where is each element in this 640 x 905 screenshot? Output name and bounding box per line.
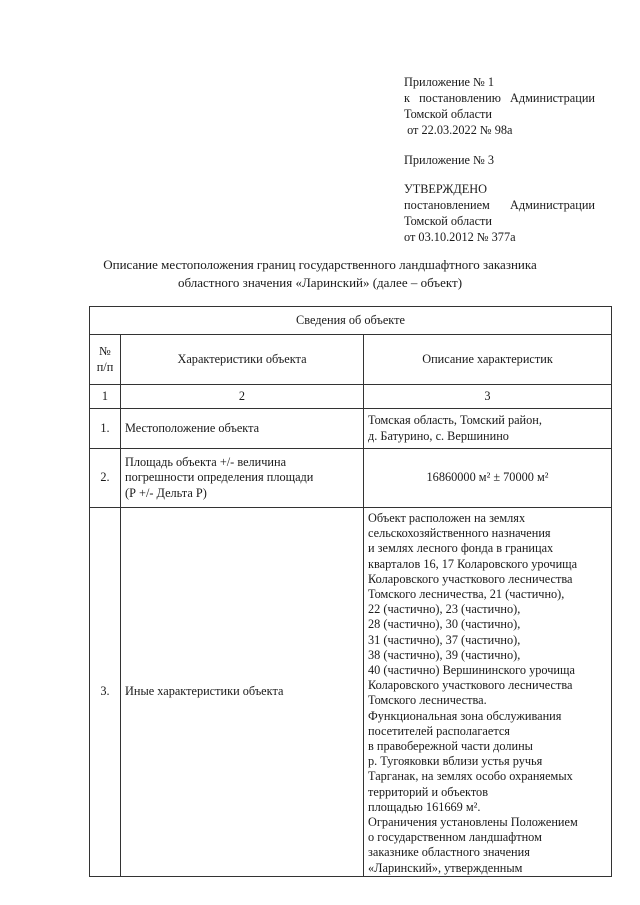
document-title-line-2: областного значения «Ларинский» (далее – объект) xyxy=(177,275,463,290)
description-line: в правобережной части долины xyxy=(368,739,533,754)
description-line: 31 (частично), 37 (частично), xyxy=(368,632,521,647)
table-caption: Сведения об объекте xyxy=(90,307,612,335)
description-line: Ограничения установлены Положением xyxy=(368,815,578,830)
header-description: Описание характеристик xyxy=(364,335,612,385)
description-line: Томского лесничества. xyxy=(368,693,487,708)
column-numbers-row xyxy=(90,385,612,409)
approved-line-1: УТВЕРЖДЕНО xyxy=(404,182,488,196)
description-line: д. Батурино, с. Вершинино xyxy=(368,428,509,443)
row-number: 2. xyxy=(90,449,121,508)
header-number: № п/п xyxy=(90,335,121,385)
appendix3-label: Приложение № 3 xyxy=(404,153,495,167)
description-line: Объект расположен на землях xyxy=(368,511,526,525)
description-line: Коларовского участкового лесничества xyxy=(368,571,573,586)
description-line: 22 (частично), 23 (частично), xyxy=(368,602,521,617)
column-number-2: 2 xyxy=(121,385,364,409)
column-number-1: 1 xyxy=(90,385,121,409)
description-line: сельскохозяйственного назначения xyxy=(368,526,551,541)
row-characteristic: Иные характеристики объекта xyxy=(121,508,364,877)
description-line: посетителей располагается xyxy=(368,723,510,738)
appendix1-line-1: Приложение № 1 xyxy=(404,75,495,89)
description-line: площадью 161669 м². xyxy=(368,799,481,814)
column-number-3: 3 xyxy=(364,385,612,409)
row-number: 3. xyxy=(90,508,121,877)
approved-line-2: постановлением Администрации xyxy=(404,198,595,212)
appendix1-line-2: к постановлению Администрации xyxy=(404,91,595,105)
description-line: р. Тугояковки вблизи устья ручья xyxy=(368,754,543,769)
description-line: Тарганак, на землях особо охраняемых xyxy=(368,769,573,784)
row-characteristic: Местоположение объекта xyxy=(121,409,364,449)
table-header-row xyxy=(90,335,612,385)
table-row xyxy=(90,449,612,508)
description-line: территорий и объектов xyxy=(368,784,489,799)
description-line: Томского лесничества, 21 (частично), xyxy=(368,587,565,602)
approved-line-4: от 03.10.2012 № 377а xyxy=(404,230,516,244)
appendix1-line-3: Томской области xyxy=(404,107,492,121)
table-caption-row xyxy=(90,307,612,335)
document-title-line-1: Описание местоположения границ государственного ландшафтного заказника xyxy=(103,257,537,272)
header-characteristic: Характеристики объекта xyxy=(121,335,364,385)
characteristic-line: Площадь объекта +/- величина xyxy=(125,455,287,470)
description-line: «Ларинский», утвержденным xyxy=(368,860,523,875)
characteristic-line: (Р +/- Дельта Р) xyxy=(125,485,207,500)
description-line: 40 (частично) Вершининского урочища xyxy=(368,663,575,678)
row-description xyxy=(364,508,612,877)
row-description xyxy=(364,409,612,449)
object-info-table xyxy=(89,306,612,877)
description-line: заказнике областного значения xyxy=(368,845,530,860)
description-line: Функциональная зона обслуживания xyxy=(368,708,562,723)
description-line: 38 (частично), 39 (частично), xyxy=(368,647,521,662)
description-line: кварталов 16, 17 Коларовского урочища xyxy=(368,556,578,571)
appendix1-line-4: от 22.03.2022 № 98а xyxy=(404,123,513,137)
row-number: 1. xyxy=(90,409,121,449)
description-line: 28 (частично), 30 (частично), xyxy=(368,617,521,632)
description-line: Томская область, Томский район, xyxy=(368,413,542,428)
table-row xyxy=(90,508,612,877)
row-characteristic xyxy=(121,449,364,508)
row-description: 16860000 м² ± 70000 м² xyxy=(364,449,612,508)
table-row xyxy=(90,409,612,449)
description-line: Коларовского участкового лесничества xyxy=(368,678,573,693)
characteristic-line: погрешности определения площади xyxy=(125,470,314,485)
description-line: о государственном ландшафтном xyxy=(368,830,542,845)
approved-line-3: Томской области xyxy=(404,214,492,228)
description-line: и землях лесного фонда в границах xyxy=(368,541,554,556)
